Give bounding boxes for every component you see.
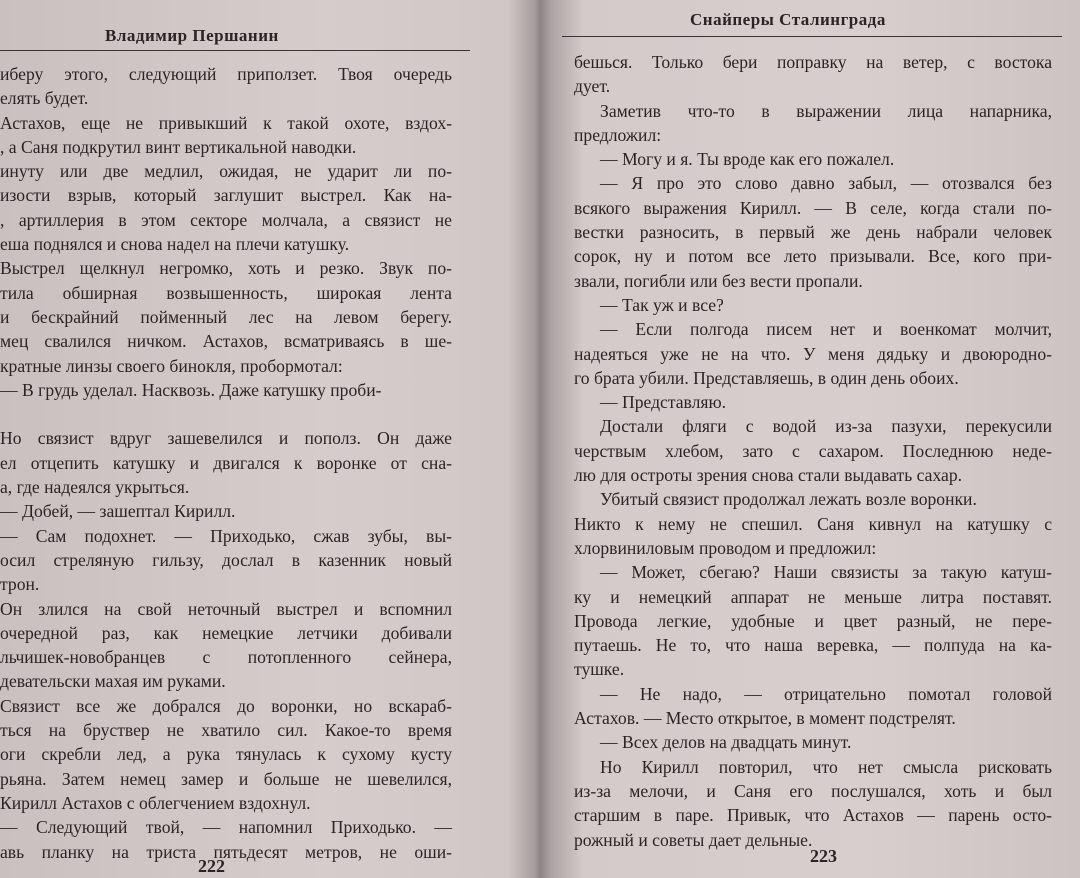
text-line: Кирилл Астахов с облегчением вздохнул. bbox=[0, 792, 311, 813]
text-line: еша поднялся и снова надел на плечи катушку. bbox=[0, 234, 350, 255]
text-line: черствым хлебом, зато с сахаром. Последнюю неде- bbox=[574, 440, 1052, 461]
text-line: Связист все же добрался до воронки, но вскараб- bbox=[0, 695, 452, 716]
header-rule bbox=[562, 36, 1062, 37]
text-line: Убитый связист продолжал лежать возле воронки. bbox=[600, 489, 977, 510]
text-line: — Так уж и все? bbox=[600, 294, 724, 315]
text-line: Заметив что-то в выражении лица напарника, bbox=[600, 100, 1052, 121]
text-line: очередной раз, как немецкие летчики добивали bbox=[0, 622, 452, 643]
text-line: бешься. Только бери поправку на ветер, с востока bbox=[574, 52, 1052, 72]
text-line: , артиллерия в этом секторе молчала, а связист не bbox=[0, 209, 452, 230]
text-line: и бескрайний пойменный лес на левом берегу. bbox=[0, 306, 452, 327]
text-line: — Может, сбегаю? Наши связисты за такую катуш- bbox=[600, 562, 1052, 583]
text-line: предложил: bbox=[574, 124, 662, 145]
text-line: вестки разносить, в первый же день набрали человек bbox=[574, 222, 1052, 243]
text-line: оги скребли лед, а рука тянулась к сухому кусту bbox=[0, 744, 452, 765]
text-line bbox=[0, 402, 452, 426]
text-line: Он злился на свой неточный выстрел и вспомнил bbox=[0, 598, 452, 619]
text-line: — Если полгода писем нет и военкомат молчит, bbox=[600, 319, 1052, 340]
text-line: — Я про это слово давно забыл, — отозвался без bbox=[600, 173, 1052, 194]
text-line: из-за мелочи, и Саня его послушался, хоть и был bbox=[574, 780, 1052, 801]
text-line: тушке. bbox=[574, 659, 625, 680]
text-line: старшим в паре. Привык, что Астахов — парень осто- bbox=[574, 805, 1052, 826]
text-line: елять будет. bbox=[0, 88, 89, 109]
page-number: 222 bbox=[198, 856, 225, 876]
text-line: иберу этого, следующий приползет. Твоя очередь bbox=[0, 64, 452, 84]
text-line: тила обширная возвышенность, широкая лента bbox=[0, 282, 452, 303]
page-body bbox=[0, 62, 452, 864]
text-line: Астахов, еще не привыкший к такой охоте, вздох- bbox=[0, 112, 452, 133]
text-line: ку и немецкий аппарат не меньше литра поставят. bbox=[574, 586, 1052, 607]
text-line: трон. bbox=[0, 574, 40, 595]
text-line: — Следующий твой, — напомнил Приходько. — bbox=[0, 817, 452, 838]
right-page bbox=[532, 0, 1080, 878]
text-line: мец свалился ничком. Астахов, всматриваясь в ше- bbox=[0, 331, 452, 352]
header-rule bbox=[0, 50, 470, 51]
text-line: изости взрыв, который заглушит выстрел. Как на- bbox=[0, 185, 452, 206]
text-line: Достали фляги с водой из-за пазухи, перекусили bbox=[600, 416, 1052, 437]
text-line: кратные линзы своего бинокля, пробормотал: bbox=[0, 355, 343, 376]
text-line: — Не надо, — отрицательно помотал головой bbox=[600, 683, 1052, 704]
text-line: девательски махая им руками. bbox=[0, 671, 226, 692]
text-line: Но связист вдруг зашевелился и пополз. Он даже bbox=[0, 428, 452, 449]
text-line: рьяна. Затем немец замер и больше не шевелился, bbox=[0, 768, 452, 789]
text-line: льчишек-новобранцев с потопленного сейнера, bbox=[0, 647, 452, 668]
text-line: Провода легкие, удобные и цвет разный, не пере- bbox=[574, 610, 1052, 631]
page-number: 223 bbox=[810, 846, 837, 866]
text-line: рожный и советы дает дельные. bbox=[574, 829, 813, 850]
text-line: всякого выражения Кирилл. — В селе, когда стали по- bbox=[574, 197, 1052, 218]
page-header: Снайперы Сталинграда bbox=[690, 10, 886, 29]
text-line: Выстрел щелкнул негромко, хоть и резко. Звук по- bbox=[0, 258, 452, 279]
text-line: — Добей, — зашептал Кирилл. bbox=[0, 501, 236, 522]
text-line: ться на бруствер не хватило сил. Какое-то время bbox=[0, 720, 452, 741]
text-line: Но Кирилл повторил, что нет смысла рисковать bbox=[600, 756, 1052, 777]
text-line: осил стреляную гильзу, дослал в казенник новый bbox=[0, 549, 452, 570]
text-line: хлорвиниловым проводом и предложил: bbox=[574, 537, 877, 558]
text-line: — Могу и я. Ты вроде как его пожалел. bbox=[600, 149, 895, 170]
text-line: лю для остроты зрения снова стали выдавать сахар. bbox=[574, 465, 963, 486]
text-line: авь планку на триста пятьдесят метров, не оши- bbox=[0, 841, 452, 862]
page-body bbox=[574, 50, 1052, 852]
page-header: Владимир Першанин bbox=[105, 26, 279, 45]
text-line: го брата убили. Представляешь, в один день обоих. bbox=[574, 367, 959, 388]
text-line: надеяться уже не на что. У меня дядьку и двоюродно- bbox=[574, 343, 1052, 364]
text-line: — Сам подохнет. — Приходько, сжав зубы, вы- bbox=[0, 525, 452, 546]
text-line: а, где надеялся укрыться. bbox=[0, 477, 190, 498]
text-line: инуту или две медлил, ожидая, не ударит ли по- bbox=[0, 161, 452, 182]
text-line: — Всех делов на двадцать минут. bbox=[600, 732, 852, 753]
text-line: , а Саня подкрутил винт вертикальной наводки. bbox=[0, 136, 357, 157]
left-page bbox=[0, 0, 530, 878]
text-line: звали, погибли или без вести пропали. bbox=[574, 270, 863, 291]
text-line: дует. bbox=[574, 76, 611, 97]
text-line: ел отцепить катушку и двигался к воронке от сна- bbox=[0, 452, 452, 473]
text-line: путаешь. Не то, что наша веревка, — полпуда на ка- bbox=[574, 635, 1052, 656]
text-line: Никто к нему не спешил. Саня кивнул на катушку с bbox=[574, 513, 1052, 534]
text-line: сорок, ну и потом все лето призывали. Все, кого при- bbox=[574, 246, 1052, 267]
text-line: Астахов. — Место открытое, в момент подстрелят. bbox=[574, 708, 956, 729]
text-line: — В грудь уделал. Насквозь. Даже катушку проби- bbox=[0, 379, 382, 400]
text-line: — Представляю. bbox=[600, 392, 727, 413]
